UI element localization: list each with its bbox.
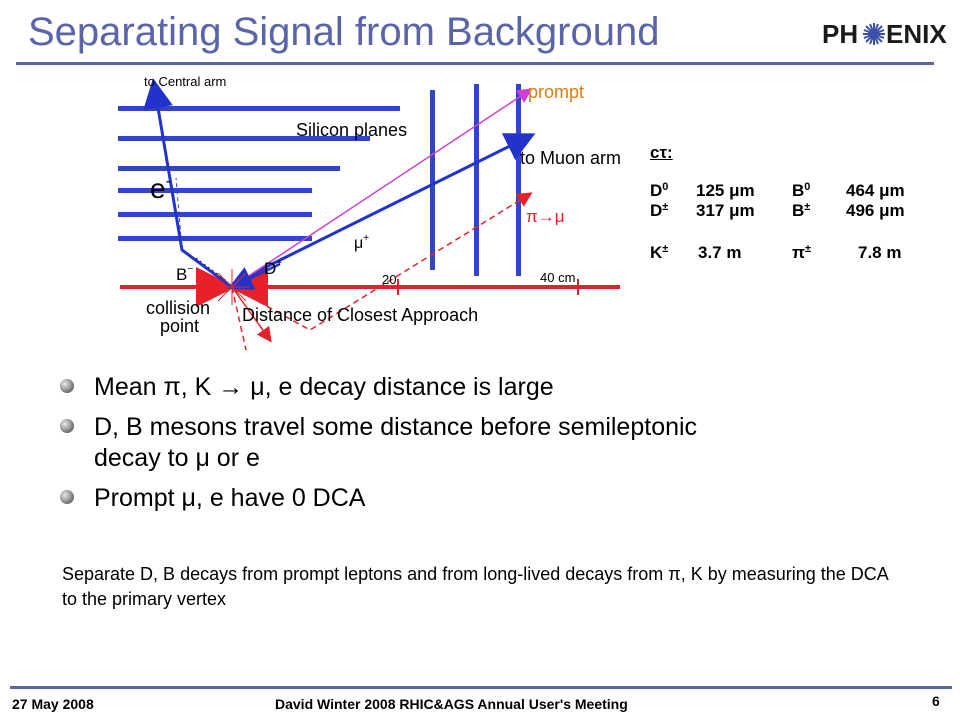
silicon-planes-label: Silicon planes (296, 120, 408, 140)
electron-label: e (150, 173, 166, 204)
svg-text:μ+ (354, 233, 369, 252)
ctau-table: cτ: $D^0$ 125 μm $B^0$ 464 μm D± 317 μm B± 496 μm K± 3.7 m π± 7.8 m (650, 143, 905, 262)
collision-point-label-2: point (160, 316, 200, 336)
bullet-sphere-icon (60, 419, 74, 433)
bullet-list (60, 372, 740, 523)
bullet-item: Mean π, K → μ, e decay distance is large (60, 372, 740, 403)
page-number: 6 (932, 693, 940, 709)
bullet-item: Prompt μ, e have 0 DCA (60, 483, 740, 514)
svg-text:D+ (264, 258, 282, 278)
mu-plus-label: μ (354, 235, 364, 252)
bullet-sphere-icon (60, 490, 74, 504)
collision-point-label-1: collision (146, 298, 211, 318)
mu-plus-charge: + (363, 233, 370, 244)
b-minus-charge: − (187, 264, 194, 275)
d-plus-charge: + (276, 258, 283, 269)
phenix-logo (818, 10, 958, 54)
bullet-sphere-icon (60, 379, 74, 393)
footer-date: 27 May 2008 (12, 696, 94, 712)
ctau-header: cτ: (650, 143, 673, 162)
tick-40-label: 40 cm (540, 270, 576, 285)
svg-text:ENIX: ENIX (886, 19, 947, 49)
footer-rule (10, 686, 952, 689)
pi-mu-label: π→μ (526, 207, 565, 226)
slide-title: Separating Signal from Background (28, 10, 660, 54)
to-muon-arm-label: to Muon arm (520, 148, 622, 168)
b-minus-label: B (176, 265, 188, 284)
title-underline (16, 62, 934, 65)
prompt-label: prompt (528, 82, 585, 102)
svg-text:B− (176, 264, 193, 284)
electron-charge: - (165, 173, 171, 190)
to-central-arm-label: to Central arm (144, 74, 227, 89)
tick-20-label: 20 (382, 272, 397, 287)
footer-meeting: David Winter 2008 RHIC&AGS Annual User's Meeting (275, 696, 628, 712)
dca-diagram (110, 70, 630, 370)
dca-label: Distance of Closest Approach (242, 305, 479, 325)
d-plus-label: D (264, 259, 277, 278)
bullet-item: D, B mesons travel some distance before semileptonic decay to μ or e (60, 412, 740, 474)
svg-text:e- (150, 173, 171, 204)
summary-note: Separate D, B decays from prompt leptons and from long-lived decays from π, K by measuring the DCA to the primary vertex (62, 564, 888, 609)
svg-text:PH: PH (822, 19, 859, 49)
